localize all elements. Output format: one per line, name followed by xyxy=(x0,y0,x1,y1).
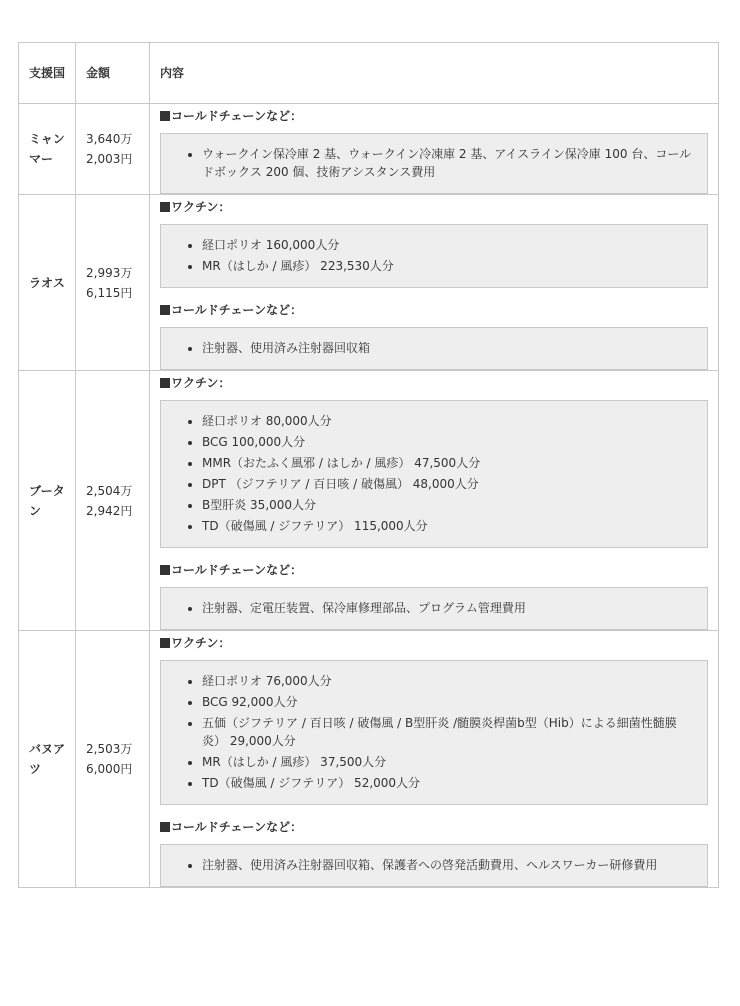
item-list-box xyxy=(160,400,708,548)
aid-table-container xyxy=(18,42,718,888)
section-heading xyxy=(160,558,708,581)
square-bullet-icon xyxy=(160,822,170,832)
item-list xyxy=(173,235,695,277)
item-list xyxy=(173,598,695,619)
square-bullet-icon xyxy=(160,638,170,648)
list-item: • 注射器、使用済み注射器回収箱 xyxy=(202,338,695,359)
table-row xyxy=(19,371,719,631)
list-item: • TD（破傷風 / ジフテリア） 52,000人分 xyxy=(202,773,695,794)
list-item: • 注射器、使用済み注射器回収箱、保護者への啓発活動費用、ヘルスワーカー研修費用 xyxy=(202,855,695,876)
content-cell xyxy=(150,631,719,888)
section-heading xyxy=(160,195,708,218)
item-list-box xyxy=(160,587,708,630)
section-heading-label: ワクチン： xyxy=(171,636,231,650)
square-bullet-icon xyxy=(160,305,170,315)
item-list-box xyxy=(160,844,708,887)
amount-cell: 2,504万2,942円 xyxy=(76,371,150,631)
content-cell xyxy=(150,104,719,195)
item-list-box xyxy=(160,660,708,805)
section-heading-label: コールドチェーンなど： xyxy=(171,563,303,577)
section-heading-label: ワクチン： xyxy=(171,200,231,214)
country-cell: ミャンマー xyxy=(19,104,76,195)
header-amount: 金額 xyxy=(76,43,150,104)
item-list xyxy=(173,338,695,359)
item-list-box xyxy=(160,327,708,370)
list-item: • 注射器、定電圧装置、保冷庫修理部品、プログラム管理費用 xyxy=(202,598,695,619)
table-row xyxy=(19,631,719,888)
list-item: • B型肝炎 35,000人分 xyxy=(202,495,695,516)
square-bullet-icon xyxy=(160,202,170,212)
section-heading xyxy=(160,815,708,838)
table-body xyxy=(19,104,719,888)
item-list xyxy=(173,411,695,537)
section-heading xyxy=(160,104,708,127)
section-heading xyxy=(160,371,708,394)
header-country: 支援国 xyxy=(19,43,76,104)
section-heading xyxy=(160,631,708,654)
list-item: • MMR（おたふく風邪 / はしか / 風疹） 47,500人分 xyxy=(202,453,695,474)
list-item: • MR（はしか / 風疹） 37,500人分 xyxy=(202,752,695,773)
country-cell: ラオス xyxy=(19,195,76,371)
list-item: • ウォークイン保冷庫 2 基、ウォークイン冷凍庫 2 基、アイスライン保冷庫 100 台、コールドボックス 200 個、技術アシスタンス費用 xyxy=(202,144,695,183)
square-bullet-icon xyxy=(160,565,170,575)
list-item: • BCG 92,000人分 xyxy=(202,692,695,713)
list-item: • BCG 100,000人分 xyxy=(202,432,695,453)
item-list-box xyxy=(160,133,708,194)
list-item: • 五価（ジフテリア / 百日咳 / 破傷風 / B型肝炎 /髄膜炎桿菌b型（Hib）による細菌性髄膜炎） 29,000人分 xyxy=(202,713,695,752)
list-item: • 経口ポリオ 76,000人分 xyxy=(202,671,695,692)
item-list xyxy=(173,671,695,794)
content-cell xyxy=(150,371,719,631)
section-heading xyxy=(160,298,708,321)
list-item: • MR（はしか / 風疹） 223,530人分 xyxy=(202,256,695,277)
content-cell xyxy=(150,195,719,371)
table-row xyxy=(19,104,719,195)
list-item: • 経口ポリオ 160,000人分 xyxy=(202,235,695,256)
item-list xyxy=(173,855,695,876)
item-list-box xyxy=(160,224,708,288)
section-heading-label: コールドチェーンなど： xyxy=(171,820,303,834)
list-item: • 経口ポリオ 80,000人分 xyxy=(202,411,695,432)
country-cell: ブータン xyxy=(19,371,76,631)
header-content: 内容 xyxy=(150,43,719,104)
section-heading-label: ワクチン： xyxy=(171,376,231,390)
table-row xyxy=(19,195,719,371)
square-bullet-icon xyxy=(160,111,170,121)
square-bullet-icon xyxy=(160,378,170,388)
amount-cell: 2,993万6,115円 xyxy=(76,195,150,371)
item-list xyxy=(173,144,695,183)
section-heading-label: コールドチェーンなど： xyxy=(171,303,303,317)
country-cell: バヌアツ xyxy=(19,631,76,888)
table-header-row xyxy=(19,43,719,104)
section-heading-label: コールドチェーンなど： xyxy=(171,109,303,123)
aid-table xyxy=(18,42,719,888)
amount-cell: 3,640万2,003円 xyxy=(76,104,150,195)
list-item: • DPT （ジフテリア / 百日咳 / 破傷風） 48,000人分 xyxy=(202,474,695,495)
list-item: • TD（破傷風 / ジフテリア） 115,000人分 xyxy=(202,516,695,537)
amount-cell: 2,503万6,000円 xyxy=(76,631,150,888)
